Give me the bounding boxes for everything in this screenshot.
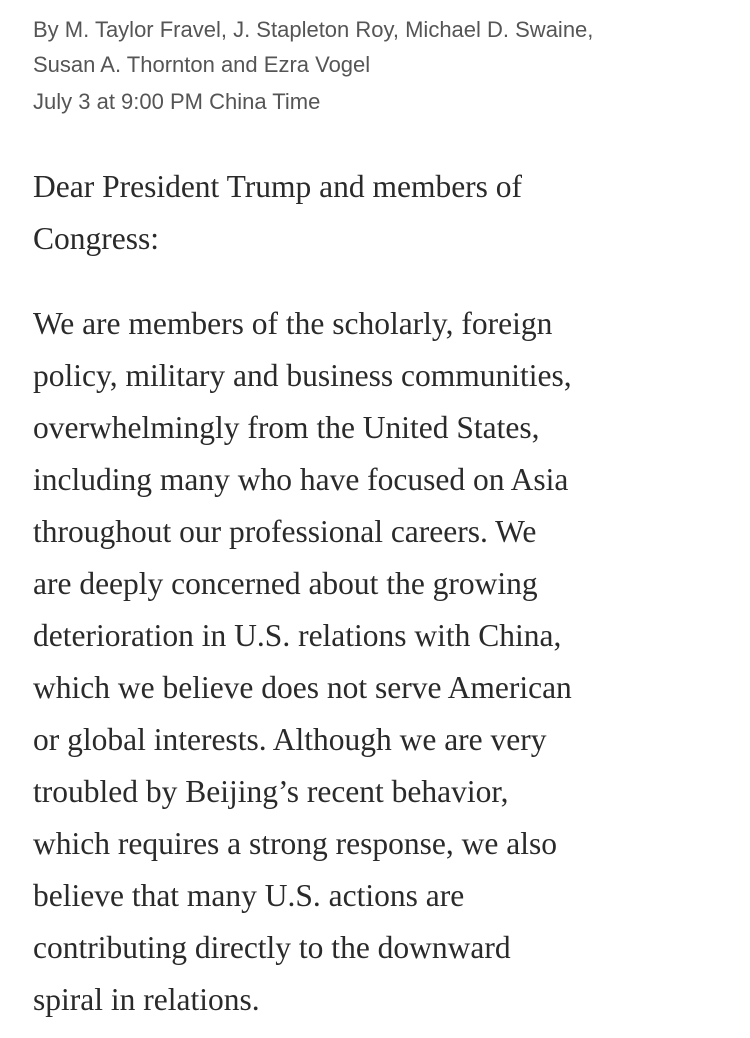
article bbox=[33, 12, 733, 1026]
body-paragraph bbox=[33, 298, 733, 1026]
paragraph-line: contributing directly to the downward bbox=[33, 930, 511, 965]
paragraph-line: which we believe does not serve American bbox=[33, 670, 572, 705]
byline bbox=[33, 12, 733, 82]
paragraph-line: are deeply concerned about the growing bbox=[33, 566, 538, 601]
paragraph-line: believe that many U.S. actions are bbox=[33, 878, 465, 913]
salutation-line-1: Dear President Trump and members of bbox=[33, 169, 523, 204]
paragraph-line: including many who have focused on Asia bbox=[33, 462, 569, 497]
paragraph-line: spiral in relations. bbox=[33, 982, 260, 1017]
paragraph-line: policy, military and business communities, bbox=[33, 358, 572, 393]
dateline: July 3 at 9:00 PM China Time bbox=[33, 89, 321, 114]
byline-line-2: Susan A. Thornton and Ezra Vogel bbox=[33, 52, 371, 77]
paragraph-line: troubled by Beijing’s recent behavior, bbox=[33, 774, 509, 809]
paragraph-line: overwhelmingly from the United States, bbox=[33, 410, 540, 445]
byline-line-1: By M. Taylor Fravel, J. Stapleton Roy, Michael D. Swaine, bbox=[33, 17, 594, 42]
paragraph-line: which requires a strong response, we also bbox=[33, 826, 557, 861]
salutation bbox=[33, 161, 733, 265]
paragraph-line: throughout our professional careers. We bbox=[33, 514, 537, 549]
paragraph-line: We are members of the scholarly, foreign bbox=[33, 306, 553, 341]
paragraph-line: deterioration in U.S. relations with China, bbox=[33, 618, 562, 653]
salutation-line-2: Congress: bbox=[33, 221, 159, 256]
paragraph-line: or global interests. Although we are very bbox=[33, 722, 547, 757]
